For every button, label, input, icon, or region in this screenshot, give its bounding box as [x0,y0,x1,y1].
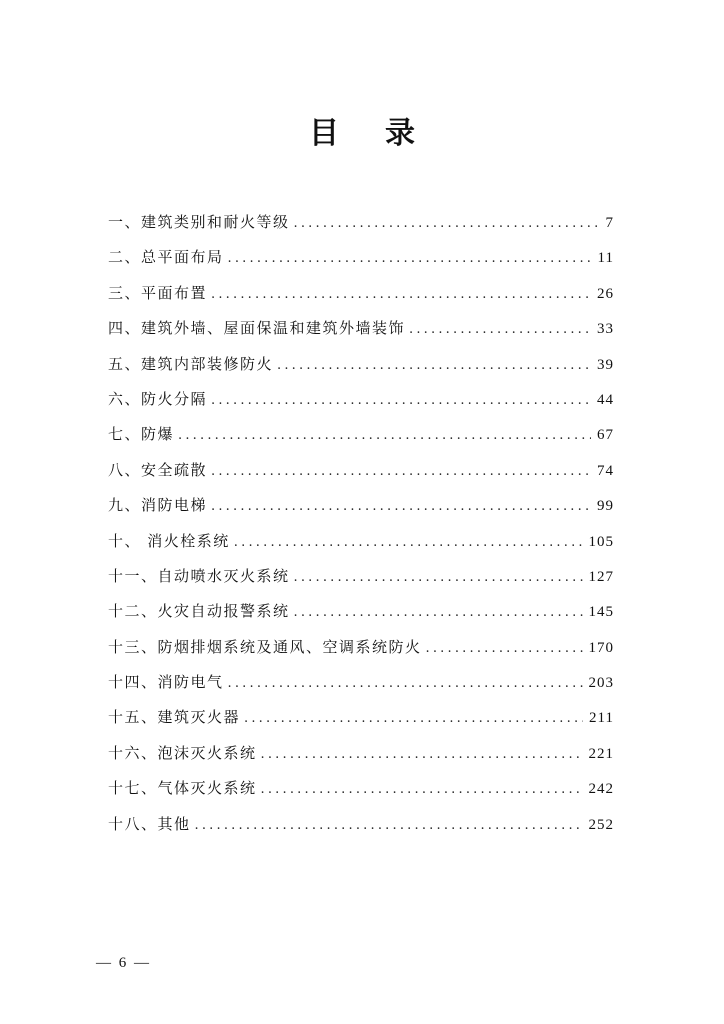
toc-entry-label: 十八、其他 [108,814,191,833]
toc-leader-dots [211,489,591,524]
toc-entry[interactable] [108,559,614,594]
toc-entry-page: 242 [588,781,614,798]
toc-entry-label: 九、消防电梯 [108,496,208,515]
toc-entry[interactable] [108,488,614,523]
toc-entry-label: 十七、气体灭火系统 [108,779,257,798]
toc-leader-dots [426,631,583,666]
toc-entry-page: 252 [588,816,614,833]
toc-entry-page: 203 [588,675,614,692]
toc-entry-page: 44 [597,391,614,408]
toc-entry-page: 170 [588,639,614,656]
toc-entry-page: 145 [588,604,614,621]
toc-entry-page: 33 [597,321,614,338]
toc-entry-page: 211 [589,710,614,727]
toc-entry-page: 105 [588,533,614,550]
toc-leader-dots [228,666,583,701]
toc-entry[interactable] [108,594,614,629]
toc-entry[interactable] [108,524,614,559]
toc-entry[interactable] [108,347,614,382]
toc-entry-label: 七、防爆 [108,425,175,444]
toc-leader-dots [294,206,600,241]
toc-entry[interactable] [108,240,614,275]
toc-entry[interactable] [108,276,614,311]
page-title: 目录 [309,116,461,151]
toc-leader-dots [234,525,583,560]
toc-entry-page: 7 [605,215,614,231]
toc-entry[interactable] [108,736,614,771]
page-number-footer: — 6 — [96,955,151,971]
toc-leader-dots [409,312,591,347]
toc-leader-dots [211,277,591,312]
toc-entry-page: 67 [597,427,614,444]
toc-entry[interactable] [108,700,614,735]
toc-entry-label: 三、平面布置 [108,283,208,302]
toc-entry-page: 74 [597,462,614,479]
toc-leader-dots [261,737,583,772]
toc-entry-label: 十、 消火栓系统 [108,531,230,550]
toc-entry-page: 26 [597,285,614,302]
toc-entry[interactable] [108,311,614,346]
toc-leader-dots [277,348,591,383]
toc-entry[interactable] [108,453,614,488]
toc-entry-label: 十六、泡沫灭火系统 [108,743,257,762]
toc-entry-page: 39 [597,356,614,373]
toc-leader-dots [244,701,583,736]
toc-entry-label: 十五、建筑灭火器 [108,708,241,727]
toc-leader-dots [211,454,591,489]
toc-entry[interactable] [108,382,614,417]
toc-entry[interactable] [108,807,614,842]
toc-entry-label: 一、建筑类别和耐火等级 [108,213,290,231]
toc-entry[interactable] [108,417,614,452]
toc-entry-page: 99 [597,498,614,515]
toc-leader-dots [294,560,583,595]
toc-entry-label: 十一、自动喷水灭火系统 [108,566,290,585]
toc-leader-dots [178,418,591,453]
toc-entry-label: 十二、火灾自动报警系统 [108,602,290,621]
toc-entry-label: 十三、防烟排烟系统及通风、空调系统防火 [108,637,422,656]
table-of-contents [108,205,614,842]
toc-leader-dots [211,383,591,418]
toc-entry[interactable] [108,665,614,700]
toc-entry-page: 221 [588,745,614,762]
toc-entry-page: 11 [597,250,614,267]
toc-entry-label: 二、总平面布局 [108,248,224,267]
toc-leader-dots [261,772,583,807]
toc-leader-dots [195,808,583,843]
toc-entry[interactable] [108,771,614,806]
toc-leader-dots [294,595,583,630]
toc-entry[interactable] [108,205,614,240]
toc-entry-page: 127 [588,568,614,585]
toc-entry-label: 八、安全疏散 [108,460,208,479]
toc-leader-dots [228,241,592,276]
toc-entry[interactable] [108,630,614,665]
toc-entry-label: 四、建筑外墙、屋面保温和建筑外墙装饰 [108,319,406,338]
toc-entry-label: 五、建筑内部装修防火 [108,354,274,373]
toc-entry-label: 十四、消防电气 [108,673,224,692]
toc-entry-label: 六、防火分隔 [108,389,208,408]
